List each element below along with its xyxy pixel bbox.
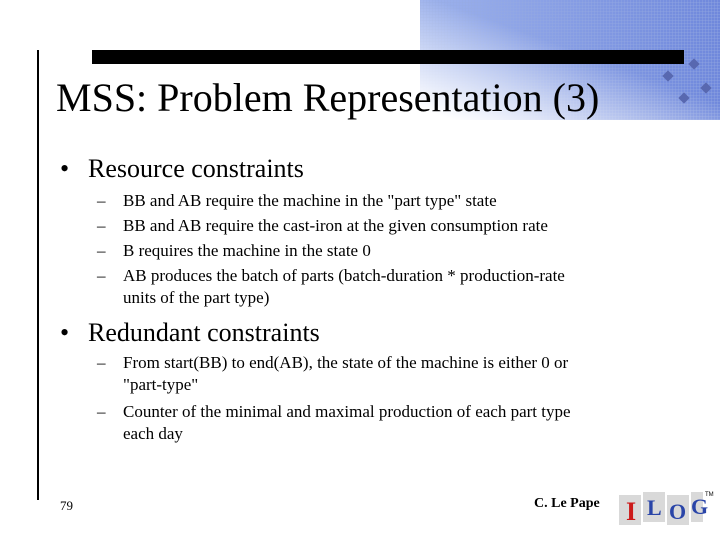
- bullet-text: Redundant constraints: [88, 318, 320, 347]
- bullet-icon: •: [60, 154, 70, 183]
- subitem-text-continued: "part-type": [123, 375, 199, 394]
- subitem-text: BB and AB require the cast-iron at the given consumption rate: [123, 216, 548, 235]
- dash-icon: –: [97, 353, 106, 372]
- bullet-text: Resource constraints: [88, 154, 304, 183]
- logo-letter-l: L: [647, 495, 662, 520]
- left-rule: [37, 50, 39, 500]
- dash-icon: –: [97, 241, 106, 260]
- logo-letter-o: O: [669, 499, 687, 524]
- author-name: C. Le Pape: [534, 496, 600, 511]
- subitem-text-continued: units of the part type): [123, 288, 270, 307]
- dash-icon: –: [97, 402, 106, 421]
- logo-letter-i: I: [626, 497, 637, 526]
- subitem-text: Counter of the minimal and maximal production of each part type: [123, 402, 571, 421]
- subitem-text-continued: each day: [123, 424, 183, 443]
- dash-icon: –: [97, 266, 106, 285]
- subitem-text: BB and AB require the machine in the "part type" state: [123, 191, 497, 210]
- subitem-text: From start(BB) to end(AB), the state of the machine is either 0 or: [123, 353, 569, 372]
- bullet-redundant-constraints: [60, 320, 320, 346]
- dash-icon: –: [97, 216, 106, 235]
- title-bar: [92, 50, 684, 64]
- subitem-text: AB produces the batch of parts (batch-duration * production-rate: [123, 266, 565, 285]
- bullet-icon: •: [60, 318, 70, 347]
- logo-letter-g: G: [691, 494, 709, 519]
- subitem-text: B requires the machine in the state 0: [123, 241, 371, 260]
- ilog-logo: [617, 488, 717, 528]
- dash-icon: –: [97, 191, 106, 210]
- logo-trademark: TM: [705, 492, 714, 498]
- bullet-resource-constraints: [60, 156, 304, 182]
- slide-title: MSS: Problem Representation (3): [56, 75, 600, 120]
- page-number: 79: [60, 498, 73, 513]
